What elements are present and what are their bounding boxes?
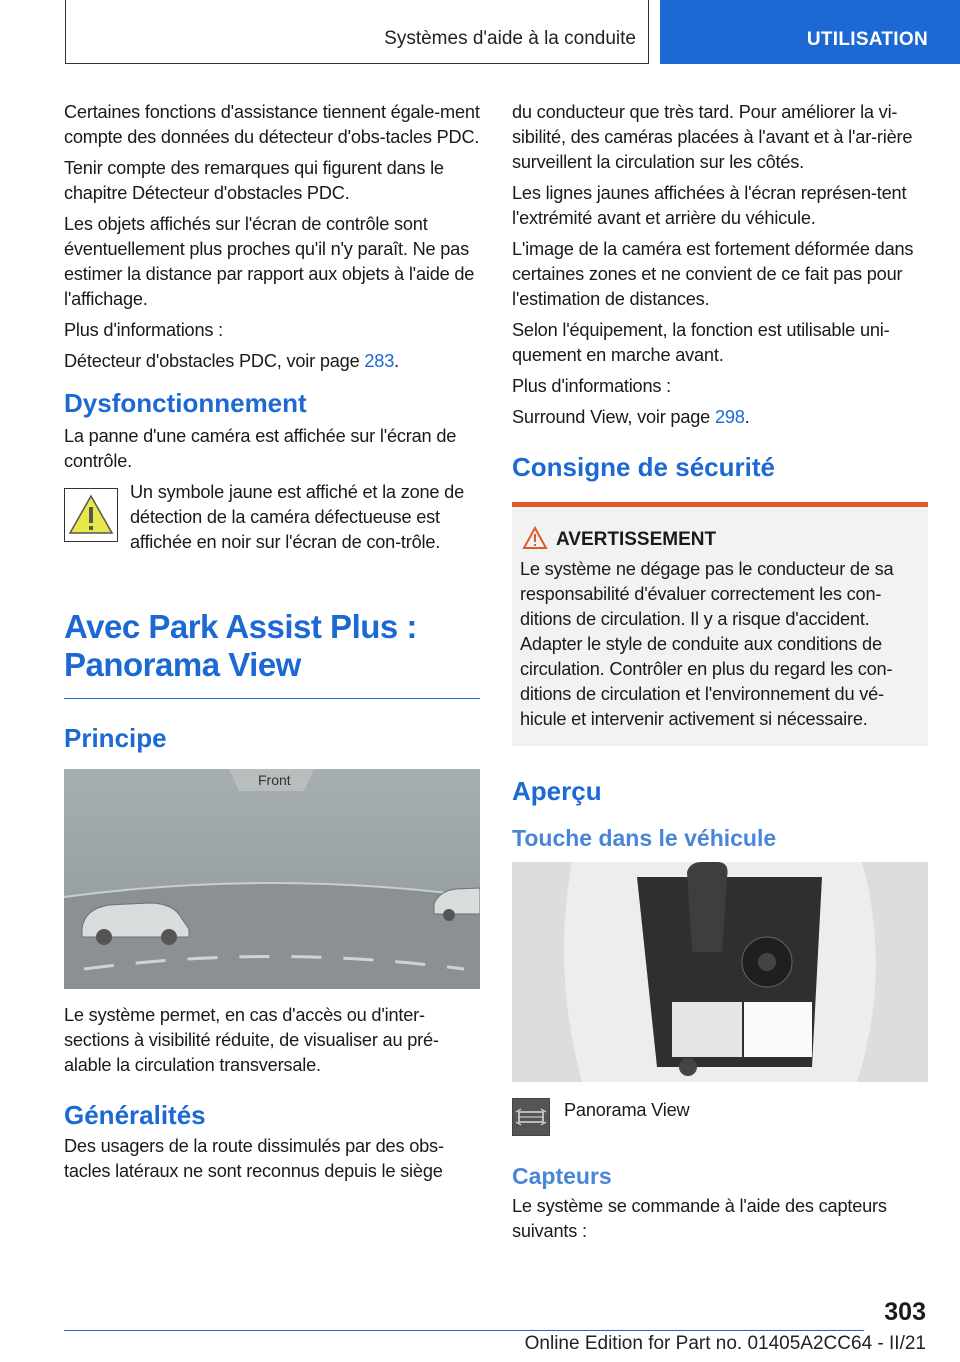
warning-yellow-icon — [64, 488, 118, 542]
caution-note — [64, 480, 480, 572]
paragraph: Les objets affichés sur l'écran de contrôle sont éventuellement plus proches qu'il n'y paraît. Ne pas estimer la distance par rapport aux objets à l'aide de l'affichage. — [64, 214, 475, 309]
paragraph: L'image de la caméra est fortement déformée dans certaines zones et ne convient de ce fait pas pour l'estimation de distances. — [512, 239, 914, 309]
header-tab — [660, 0, 960, 64]
header-section-title: Systèmes d'aide à la conduite — [384, 28, 636, 49]
warning-triangle-icon — [522, 526, 548, 550]
text: . — [394, 351, 399, 371]
footer-edition: Online Edition for Part no. 01405A2CC64 - II/21 — [524, 1333, 926, 1354]
paragraph — [512, 405, 928, 430]
note-text: Un symbole jaune est affiché et la zone de détection de la caméra défectueuse est affichée en noir sur l'écran de con-trôle. — [130, 482, 465, 552]
heading-touche: Touche dans le véhicule — [512, 825, 777, 851]
paragraph: Le système se commande à l'aide des capteurs suivants : — [512, 1196, 887, 1241]
divider — [64, 698, 480, 699]
footer-divider — [64, 1330, 864, 1331]
chapter-title — [64, 608, 480, 684]
heading-consigne: Consigne de sécurité — [512, 452, 775, 482]
text: Détecteur d'obstacles PDC, voir page — [64, 351, 365, 371]
heading-principe: Principe — [64, 723, 167, 753]
paragraph: La panne d'une caméra est affichée sur l'écran de contrôle. — [64, 426, 457, 471]
heading-apercu: Aperçu — [512, 776, 602, 806]
paragraph: Certaines fonctions d'assistance tiennent égale-ment compte des données du détecteur d'obs-tacles PDC. — [64, 102, 480, 147]
paragraph: Plus d'informations : — [64, 320, 223, 340]
center-console-image — [512, 862, 928, 1082]
button-label: Panorama View — [564, 1100, 690, 1120]
paragraph: Plus d'informations : — [512, 376, 671, 396]
paragraph: Les lignes jaunes affichées à l'écran représen-tent l'extrémité avant et arrière du véhicule. — [512, 183, 907, 228]
panorama-view-button-icon — [512, 1098, 550, 1136]
paragraph: Selon l'équipement, la fonction est utilisable uni-quement en marche avant. — [512, 320, 890, 365]
paragraph: Des usagers de la route dissimulés par des obs-tacles latéraux ne sont reconnus depuis le siège — [64, 1136, 444, 1181]
page-link-283[interactable]: 283 — [364, 351, 395, 371]
page-number: 303 — [884, 1298, 926, 1326]
heading-generalites: Généralités — [64, 1100, 206, 1130]
chapter-title-line2: Panorama View — [64, 646, 301, 683]
warning-title: AVERTISSEMENT — [556, 529, 717, 550]
left-column — [64, 100, 480, 1190]
warning-text: Le système ne dégage pas le conducteur de sa responsabilité d'évaluer correctement les con-ditions de circulation. Il y a risque d'accident. Adapter le style de conduite aux conditions de circulation. Contrôler en plus du regard les con-ditions de circulation et l'environnement du vé-hicule et intervenir activement si nécessaire. — [520, 559, 894, 729]
chapter-title-line1: Avec Park Assist Plus : — [64, 608, 417, 645]
paragraph — [64, 349, 480, 374]
right-column — [512, 100, 928, 1250]
page-link-298[interactable]: 298 — [714, 407, 745, 427]
panorama-view-image — [64, 769, 480, 989]
heading-capteurs: Capteurs — [512, 1163, 612, 1189]
paragraph: du conducteur que très tard. Pour améliorer la vi-sibilité, des caméras placées à l'avant et à l'ar-rière surveillent la circulation sur les côtés. — [512, 102, 913, 172]
paragraph: Tenir compte des remarques qui figurent dans le chapitre Détecteur d'obstacles PDC. — [64, 158, 444, 203]
button-legend — [512, 1098, 928, 1148]
text: Surround View, voir page — [512, 407, 715, 427]
warning-box — [512, 502, 928, 746]
header-section-box — [65, 0, 649, 64]
heading-dysfonctionnement: Dysfonctionnement — [64, 388, 307, 418]
image-label: Front — [258, 772, 291, 788]
header-tab-label: UTILISATION — [806, 29, 928, 50]
paragraph: Le système permet, en cas d'accès ou d'inter-sections à visibilité réduite, de visualiser au pré-alable la circulation transversale. — [64, 1005, 439, 1075]
text: . — [744, 407, 750, 427]
